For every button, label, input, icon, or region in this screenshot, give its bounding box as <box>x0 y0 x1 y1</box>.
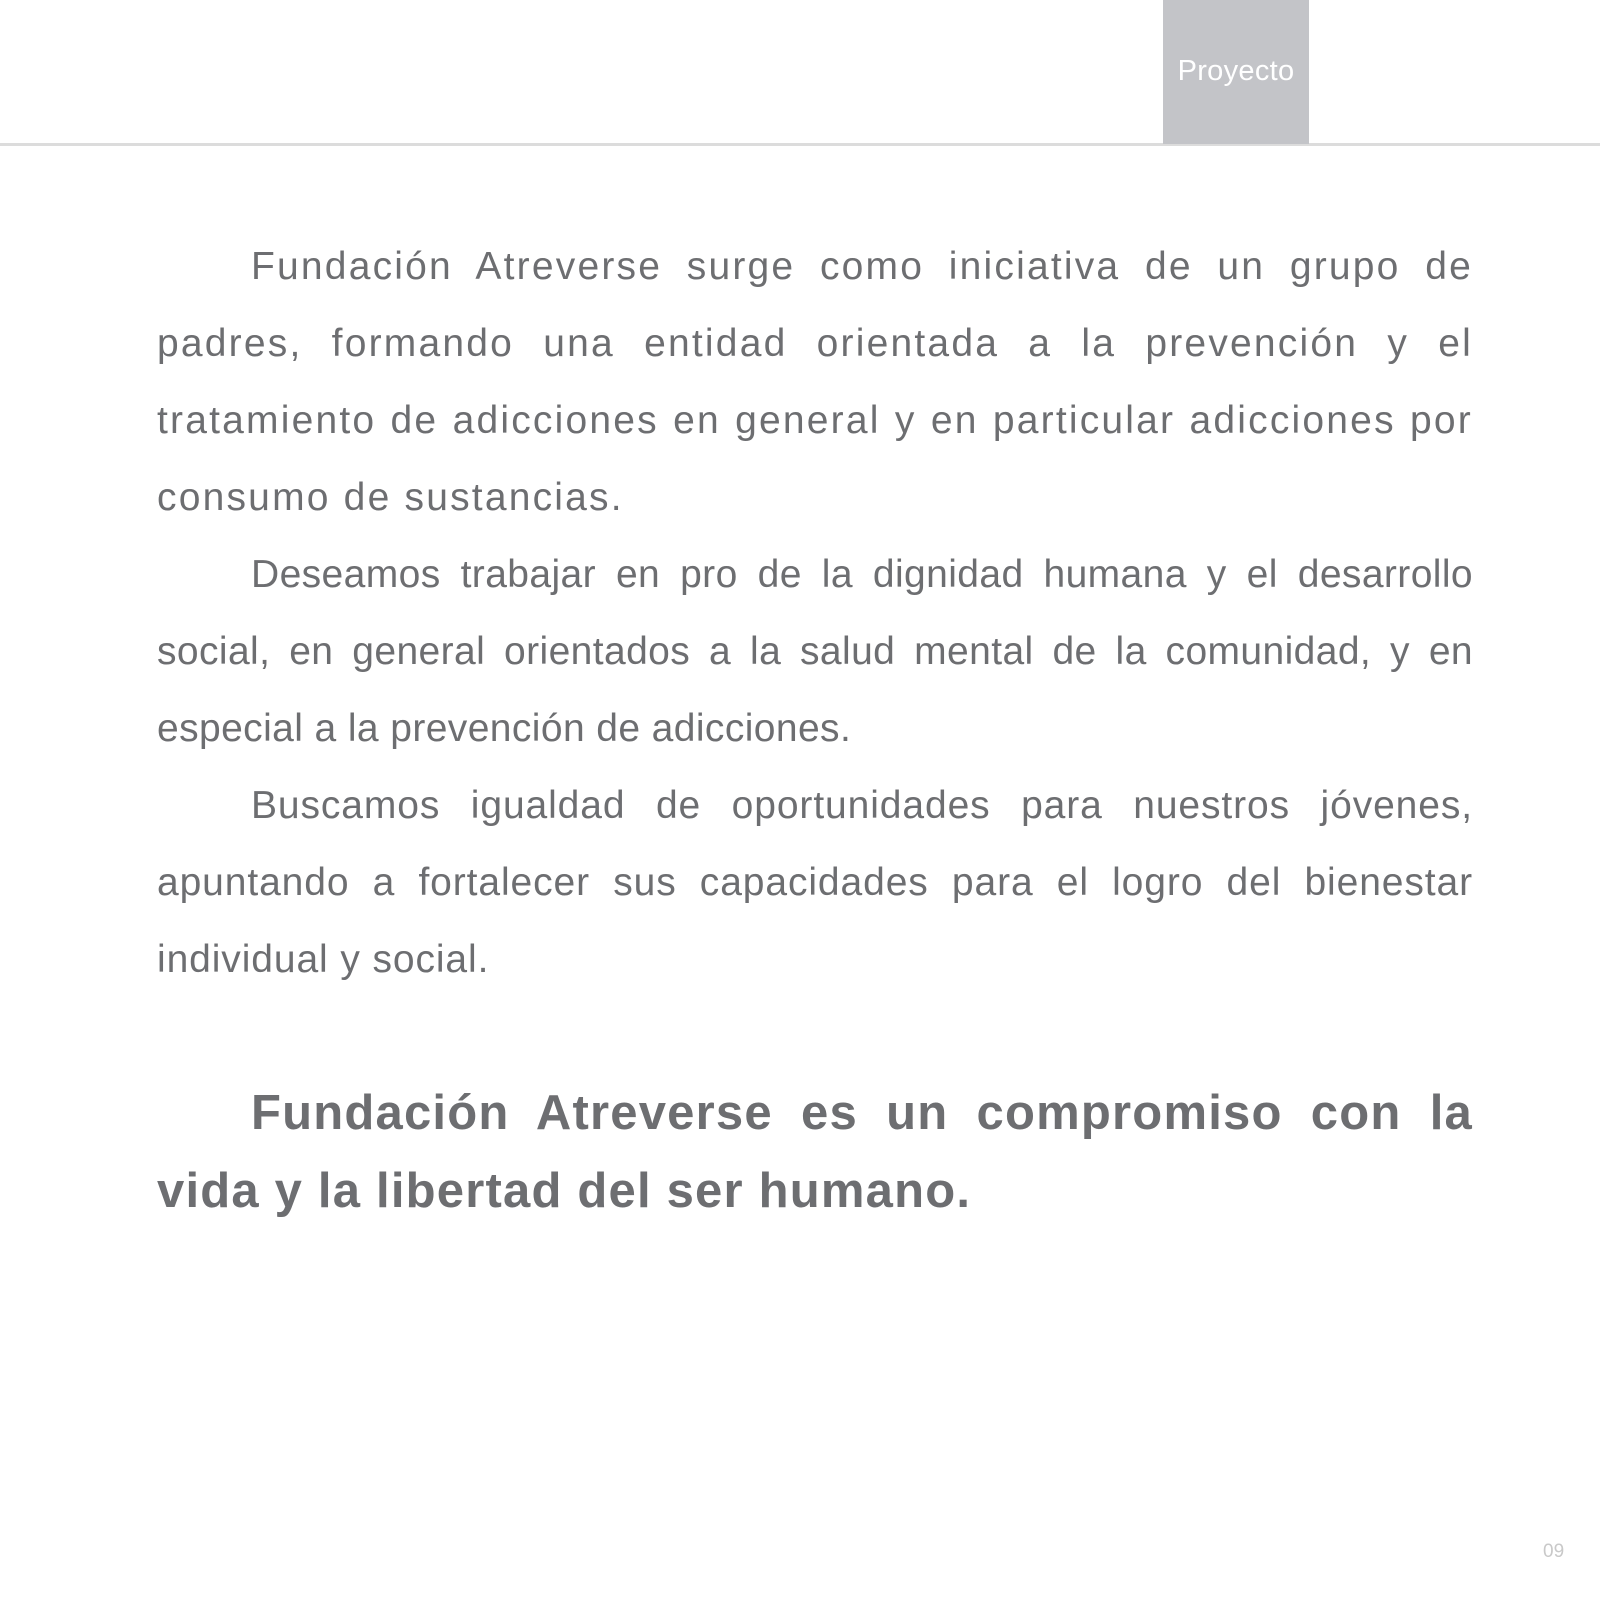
section-tab-label: Proyecto <box>1177 54 1295 87</box>
page-content <box>157 228 1473 1230</box>
tagline: Fundación Atreverse es un compromiso con la vida y la libertad del ser humano. <box>157 1086 1473 1218</box>
section-tab <box>1163 0 1309 144</box>
paragraph-mission: Deseamos trabajar en pro de la dignidad humana y el desarrollo social, en general orientados a la salud mental de la comunidad, y en especial a la prevención de adicciones. <box>157 553 1473 750</box>
paragraph-intro: Fundación Atreverse surge como iniciativa de un grupo de padres, formando una entidad orientada a la prevención y el tratamiento de adicciones en general y en particular adicciones por consumo de sustancias. <box>157 245 1473 519</box>
page-number: 09 <box>1543 1541 1565 1562</box>
paragraph-goals: Buscamos igualdad de oportunidades para nuestros jóvenes, apuntando a fortalecer sus capacidades para el logro del bienestar individual y social. <box>157 784 1473 981</box>
header-divider <box>0 143 1600 146</box>
